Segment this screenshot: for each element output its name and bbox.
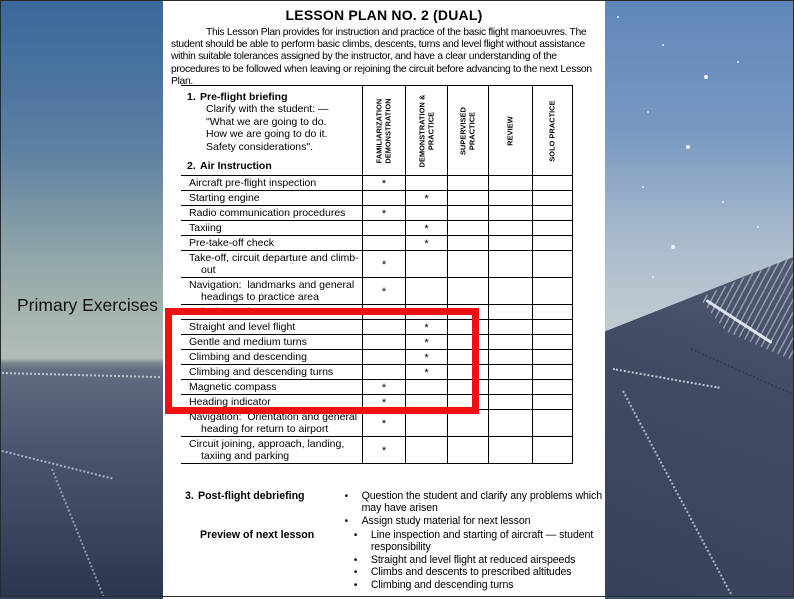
column-header-review: REVIEW <box>488 86 532 175</box>
empty-cell <box>488 305 532 319</box>
empty-cell <box>488 236 532 250</box>
row-label: Attitudes and movements <box>189 306 308 318</box>
column-header-familiarization-demonstration: FAMILIARIZATION DEMONSTRATION <box>362 86 405 175</box>
row-label: Gentle and medium turns <box>189 336 307 348</box>
post-flight-debriefing-section <box>163 491 605 528</box>
bullet-text: Climbs and descents to prescribed altitudes <box>370 566 572 579</box>
lesson-plan-document <box>163 0 605 597</box>
mark-cell: * <box>362 395 405 409</box>
bullet-icon: • <box>353 554 358 566</box>
empty-cell <box>532 395 573 409</box>
empty-cell <box>532 410 573 436</box>
bullet-item <box>345 491 605 515</box>
bullet-text: Question the student and clarify any problems which may have arisen <box>361 490 603 514</box>
bullet-icon: • <box>344 491 348 502</box>
empty-cell <box>532 251 573 277</box>
briefing-line: Clarify with the student: — <box>206 103 329 116</box>
mark-cell: * <box>362 380 405 394</box>
row-label: Climbing and descending turns <box>189 366 334 378</box>
empty-cell <box>447 278 488 304</box>
right-sky-wing-photo <box>605 0 794 599</box>
empty-cell <box>488 395 532 409</box>
empty-cell <box>532 191 573 205</box>
briefing-line: How we are going to do it. <box>206 128 328 141</box>
preview-next-lesson-heading: Preview of next lesson <box>200 529 315 541</box>
mark-cell: * <box>405 365 447 379</box>
row-label: Straight and level flight <box>189 321 296 333</box>
row-label: Take-off, circuit departure and climb-out <box>189 252 359 276</box>
bullet-text: Assign study material for next lesson <box>361 514 531 527</box>
table-row <box>181 191 573 206</box>
empty-cell <box>532 305 573 319</box>
briefing-line: "What we are going to do. <box>206 115 327 128</box>
row-label: Heading indicator <box>189 396 271 408</box>
empty-cell <box>405 176 447 190</box>
highlight-box <box>165 308 479 414</box>
empty-cell <box>532 278 573 304</box>
mark-cell: * <box>362 251 405 277</box>
row-label: Navigation: Orientation and general heading for return to airport <box>189 411 361 435</box>
row-label: Starting engine <box>189 192 260 204</box>
table-row <box>181 278 573 305</box>
empty-cell <box>447 176 488 190</box>
table-header <box>181 85 573 176</box>
page-title: LESSON PLAN NO. 2 (DUAL) <box>285 7 483 23</box>
empty-cell <box>447 236 488 250</box>
bullet-item <box>354 580 605 592</box>
empty-cell <box>532 206 573 220</box>
table-row <box>181 206 573 221</box>
air-instruction-heading: 2. Air Instruction <box>187 160 272 172</box>
preview-next-lesson-section <box>163 530 605 593</box>
column-header-demonstration-practice: DEMONSTRATION & PRACTICE <box>405 86 447 175</box>
empty-cell <box>532 380 573 394</box>
mark-cell: * <box>362 206 405 220</box>
mark-cell: * <box>362 410 405 436</box>
primary-exercises-caption: Primary Exercises <box>17 295 158 315</box>
bullet-text: Line inspection and starting of aircraft — student responsibility <box>370 529 594 553</box>
table-row <box>181 410 573 437</box>
mark-cell: * <box>405 236 447 250</box>
empty-cell <box>488 206 532 220</box>
column-header-solo-practice: SOLO PRACTICE <box>532 86 573 175</box>
section-number: 1. <box>187 91 196 103</box>
mark-cell: * <box>405 191 447 205</box>
bullet-icon: • <box>353 580 358 592</box>
bullet-item <box>354 530 605 554</box>
mark-cell: * <box>362 437 405 463</box>
bullet-item <box>354 555 605 567</box>
empty-cell <box>447 191 488 205</box>
empty-cell <box>532 437 573 463</box>
rivet-line <box>51 469 109 599</box>
post-flight-debriefing-heading: 3. Post-flight debriefing <box>185 490 305 502</box>
mark-cell: * <box>362 278 405 304</box>
empty-cell <box>447 206 488 220</box>
empty-cell <box>488 380 532 394</box>
empty-cell <box>488 176 532 190</box>
mark-cell: * <box>405 335 447 349</box>
row-label: Navigation: landmarks and general headings to practice area <box>189 279 358 303</box>
section-number: 2. <box>187 160 196 172</box>
row-label: Circuit joining, approach, landing, taxiing and parking <box>189 438 348 462</box>
empty-cell <box>488 191 532 205</box>
section-number: 3. <box>185 490 194 502</box>
row-label: Pre-take-off check <box>189 237 275 249</box>
table-row <box>181 251 573 278</box>
empty-cell <box>405 206 447 220</box>
empty-cell <box>532 236 573 250</box>
table-row <box>181 437 573 464</box>
table-row <box>181 176 573 191</box>
mark-cell: * <box>405 350 447 364</box>
empty-cell <box>532 221 573 235</box>
table-row <box>181 221 573 236</box>
empty-cell <box>532 335 573 349</box>
empty-cell <box>488 278 532 304</box>
empty-cell <box>532 350 573 364</box>
empty-cell <box>362 191 405 205</box>
preview-bullets <box>354 530 605 593</box>
empty-cell <box>488 350 532 364</box>
post-flight-bullets <box>345 491 605 528</box>
empty-cell <box>488 221 532 235</box>
row-label: Climbing and descending <box>189 351 307 363</box>
mark-cell: * <box>405 320 447 334</box>
preflight-briefing-lines <box>187 103 362 153</box>
bullet-text: Climbing and descending turns <box>370 579 514 592</box>
bullet-icon: • <box>353 567 358 579</box>
empty-cell <box>405 437 447 463</box>
bullet-icon: • <box>353 530 358 541</box>
bullet-icon: • <box>344 515 348 527</box>
sky-speckles <box>617 16 619 18</box>
rivet-line <box>0 448 113 479</box>
row-label: Radio communication procedures <box>189 207 346 219</box>
row-label: Magnetic compass <box>189 381 277 393</box>
empty-cell <box>488 251 532 277</box>
empty-cell <box>488 320 532 334</box>
intro-paragraph: This Lesson Plan provides for instruction and practice of the basic flight manoeuvres. The student should be able to perform basic climbs, descents, turns and level flight without assistance within suitable tolerances assigned by the instructor, and have a clear understanding of the procedures to be followed when leaving or rejoining the circuit before advancing to the next Lesson Plan. <box>171 27 592 87</box>
empty-cell <box>488 365 532 379</box>
empty-cell <box>447 251 488 277</box>
empty-cell <box>488 335 532 349</box>
column-header-supervised-practice: SUPERVISED PRACTICE <box>447 86 488 175</box>
empty-cell <box>447 221 488 235</box>
empty-cell <box>488 437 532 463</box>
empty-cell <box>405 278 447 304</box>
briefing-line: Safety considerations". <box>206 140 314 153</box>
bullet-item <box>345 516 605 528</box>
empty-cell <box>362 221 405 235</box>
empty-cell <box>447 437 488 463</box>
bullet-item <box>354 567 605 579</box>
bullet-text: Straight and level flight at reduced airspeeds <box>370 553 576 566</box>
empty-cell <box>362 236 405 250</box>
table-row <box>181 236 573 251</box>
mark-cell: * <box>405 305 447 319</box>
preflight-briefing-title: 1. Pre-flight briefing <box>187 91 288 103</box>
empty-cell <box>405 251 447 277</box>
mark-cell: * <box>405 221 447 235</box>
mark-cell: * <box>362 176 405 190</box>
preflight-briefing-block <box>181 86 362 153</box>
empty-cell <box>532 176 573 190</box>
header-label-cell <box>181 86 362 175</box>
rivet-line <box>2 372 160 378</box>
empty-cell <box>488 410 532 436</box>
row-label: Taxiing <box>189 222 222 234</box>
row-label: Aircraft pre-flight inspection <box>189 177 317 189</box>
empty-cell <box>532 320 573 334</box>
empty-cell <box>532 365 573 379</box>
